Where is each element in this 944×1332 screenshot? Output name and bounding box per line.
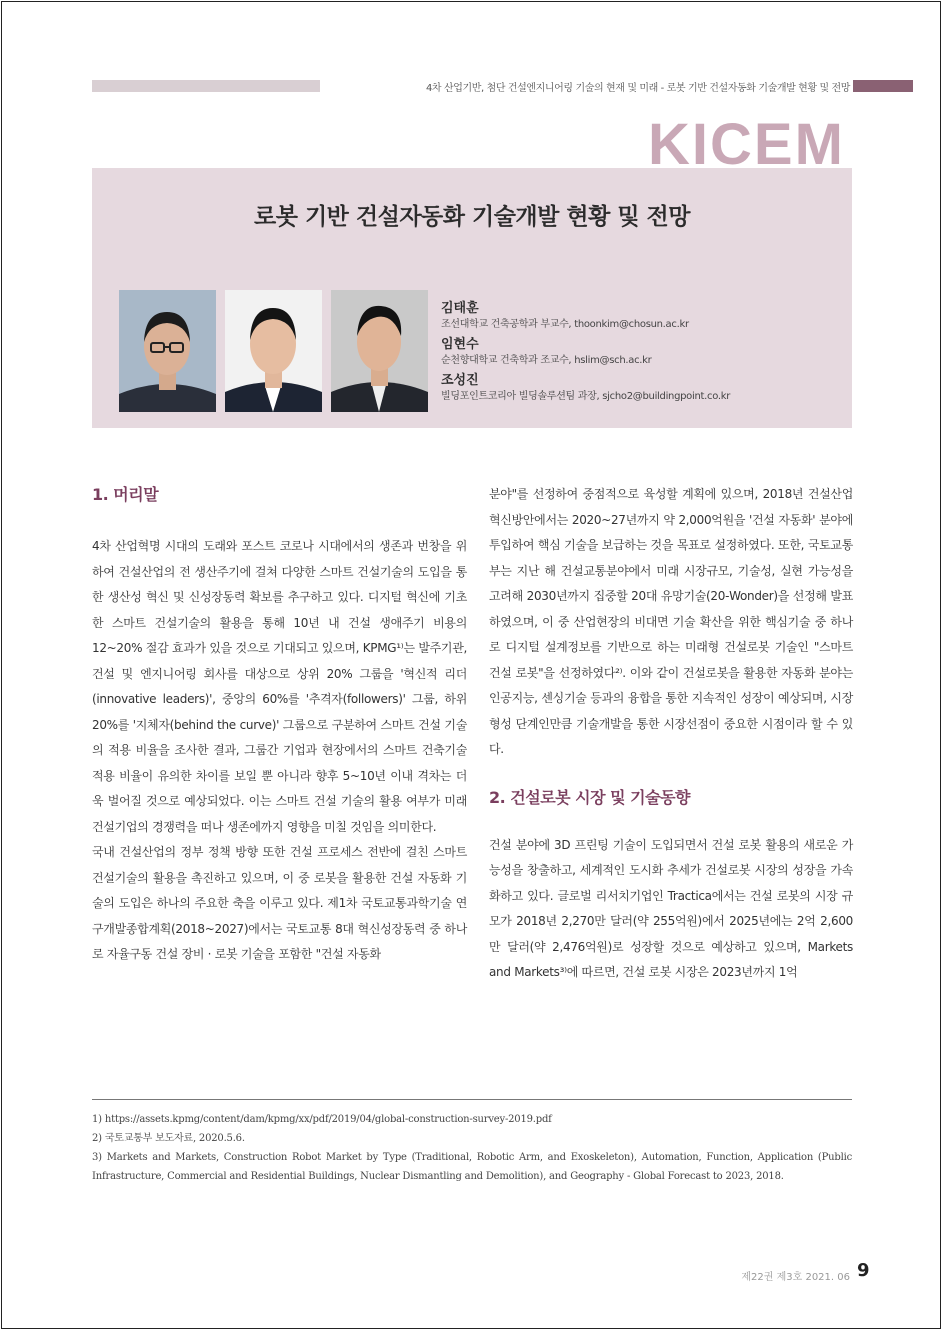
running-title: 4차 산업기반, 첨단 건설엔지니어링 기술의 현재 및 미래 - 로봇 기반 건설자동화 기술개발 현황 및 전망 (425, 83, 850, 94)
author-affiliation: 순천향대학교 건축학과 조교수, hslim@sch.ac.kr (441, 355, 652, 366)
footnote: 2) 국토교통부 보도자료, 2020.5.6. (92, 1133, 245, 1144)
footnote: 3) Markets and Markets, Construction Robot Market by Type (Traditional, Robotic Arm, and Exoskeleton), Automation, Function, Application (Public Infrastructure, Commercial and Residential Buildings, Nuclear Dismantling and Demolition), and Geography - Global Forecast to 2023, 2018. (92, 1152, 852, 1182)
paragraph: 분야"를 선정하여 중점적으로 육성할 계획에 있으며, 2018년 건설산업 혁신방안에서는 2020~27년까지 약 2,000억원을 '건설 자동화' 분야에 투입하여 핵심 기술을 보급하는 것을 목표로 설정하였다. 또한, 국토교통부는 지난 해 건설교통분야에서 미래 시장규모, 기술성, 실현 가능성을 고려해 2030년까지 집중할 20대 유망기술(20-Wonder)을 선정해 발표하였으며, 이 중 산업현장의 비대면 기술 확산을 위한 핵심기술 중 하나로 디지털 설계정보를 기반으로 하는 미래형 건설로봇 기술인 "스마트 건설 로봇"을 선정하였다²⁾. 이와 같이 건설로봇을 활용한 자동화 분야는 인공지능, 센싱기술 등과의 융합을 통한 지속적인 성장이 예상되며, 시장형성 단계인만큼 기술개발을 통한 시장선점이 중요한 시점이라 할 수 있다. (489, 487, 853, 756)
author-photo-1 (119, 290, 216, 412)
author-list (441, 300, 841, 408)
journal-logo: KICEM (648, 112, 845, 177)
author-photo-3 (331, 290, 428, 412)
page-number: 9 (857, 1260, 870, 1281)
issue-info: 제22권 제3호 2021. 06 (741, 1272, 850, 1283)
footnote: 1) https://assets.kpmg/content/dam/kpmg/xx/pdf/2019/04/global-construction-survey-2019.pdf (92, 1114, 552, 1125)
footnote-divider (92, 1099, 852, 1100)
author-name: 김태훈 (441, 301, 479, 316)
author-name: 임현수 (441, 337, 479, 352)
footnotes (92, 1110, 852, 1186)
paragraph: 4차 산업혁명 시대의 도래와 포스트 코로나 시대에서의 생존과 번창을 위하여 건설산업의 전 생산주기에 걸쳐 다양한 스마트 건설기술의 도입을 통한 생산성 혁신 및 신성장동력 확보를 추구하고 있다. 디지털 혁신에 기초한 스마트 건설기술의 활용을 통해 10년 내 건설 생애주기 비용의 12~20% 절감 효과가 있을 것으로 기대되고 있으며, KPMG¹⁾는 발주기관, 건설 및 엔지니어링 회사를 대상으로 상위 20% 그룹을 '혁신적 리더(innovative leaders)', 중앙의 60%를 '추격자(followers)' 그룹, 하위 20%를 '지체자(behind the curve)' 그룹으로 구분하여 스마트 건설 기술의 적용 비율을 조사한 결과, 그룹간 기업과 현장에서의 스마트 건축기술 적용 비율이 유의한 차이를 보일 뿐 아니라 향후 5~10년 이내 격차는 더욱 벌어질 것으로 예상되었다. 이는 스마트 건설 기술의 활용 여부가 미래 건설기업의 경쟁력을 떠나 생존에까지 영향을 미칠 것임을 의미한다. (92, 539, 467, 834)
author-name: 조성진 (441, 373, 479, 388)
author-affiliation: 조선대학교 건축공학과 부교수, thoonkim@chosun.ac.kr (441, 319, 689, 330)
left-column (92, 482, 467, 968)
paragraph: 건설 분야에 3D 프린팅 기술이 도입되면서 건설 로봇 활용의 새로운 가능성을 창출하고, 세계적인 도시화 추세가 건설로봇 시장의 성장을 가속화하고 있다. 글로벌 리서치기업인 Tractica에서는 건설 로봇의 시장 규모가 2018년 2,270만 달러(약 255억원)에서 2025년에는 2억 2,600만 달러(약 2,476억원)로 성장할 것으로 예상하고 있으며, Markets and Markets³⁾에 따르면, 건설 로봇 시장은 2023년까지 1억 (489, 837, 853, 979)
article-title: 로봇 기반 건설자동화 기술개발 현황 및 전망 (254, 204, 690, 230)
paragraph: 국내 건설산업의 정부 정책 방향 또한 건설 프로세스 전반에 걸친 스마트 건설기술의 활용을 촉진하고 있으며, 이 중 로봇을 활용한 건설 자동화 기술의 도입은 하나의 주요한 축을 이루고 있다. 제1차 국토교통과학기술 연구개발종합계획(2018~2027)에서는 국토교통 8대 혁신성장동력 중 하나로 자율구동 건설 장비 · 로봇 기술을 포함한 "건설 자동화 (92, 845, 467, 961)
author-affiliation: 빌딩포인트코리아 빌딩솔루션팀 과장, sjcho2@buildingpoint.co.kr (441, 391, 731, 402)
right-column (489, 482, 853, 986)
section-heading: 2. 건설로봇 시장 및 기술동향 (489, 787, 691, 807)
header-bar-right (853, 80, 913, 92)
author-photo-2 (225, 290, 322, 412)
section-heading: 1. 머리말 (92, 485, 159, 504)
header-bar-left (92, 80, 320, 92)
